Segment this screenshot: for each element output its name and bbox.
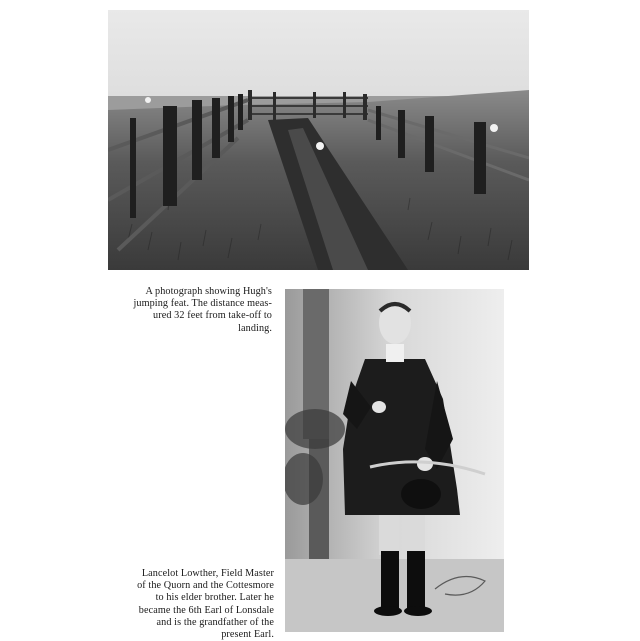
caption-line: Lancelot Lowther, Field Master xyxy=(141,568,274,579)
jumping-feat-caption xyxy=(118,286,272,335)
caption-line: to his elder brother. Later he xyxy=(155,592,274,604)
caption-line: A photograph showing Hugh's xyxy=(145,286,272,297)
caption-line: present Earl. xyxy=(221,629,274,641)
portrait-caption xyxy=(134,568,274,641)
caption-line: jumping feat. The distance meas- xyxy=(133,298,272,310)
portrait-photo xyxy=(285,289,504,632)
caption-line: ured 32 feet from take-off to xyxy=(153,310,272,322)
caption-line: landing. xyxy=(238,322,272,334)
jumping-feat-photo xyxy=(108,10,529,270)
caption-line: and is the grandfather of the xyxy=(156,616,274,628)
caption-line: of the Quorn and the Cottesmore xyxy=(137,580,274,592)
caption-line: became the 6th Earl of Lonsdale xyxy=(138,604,274,616)
